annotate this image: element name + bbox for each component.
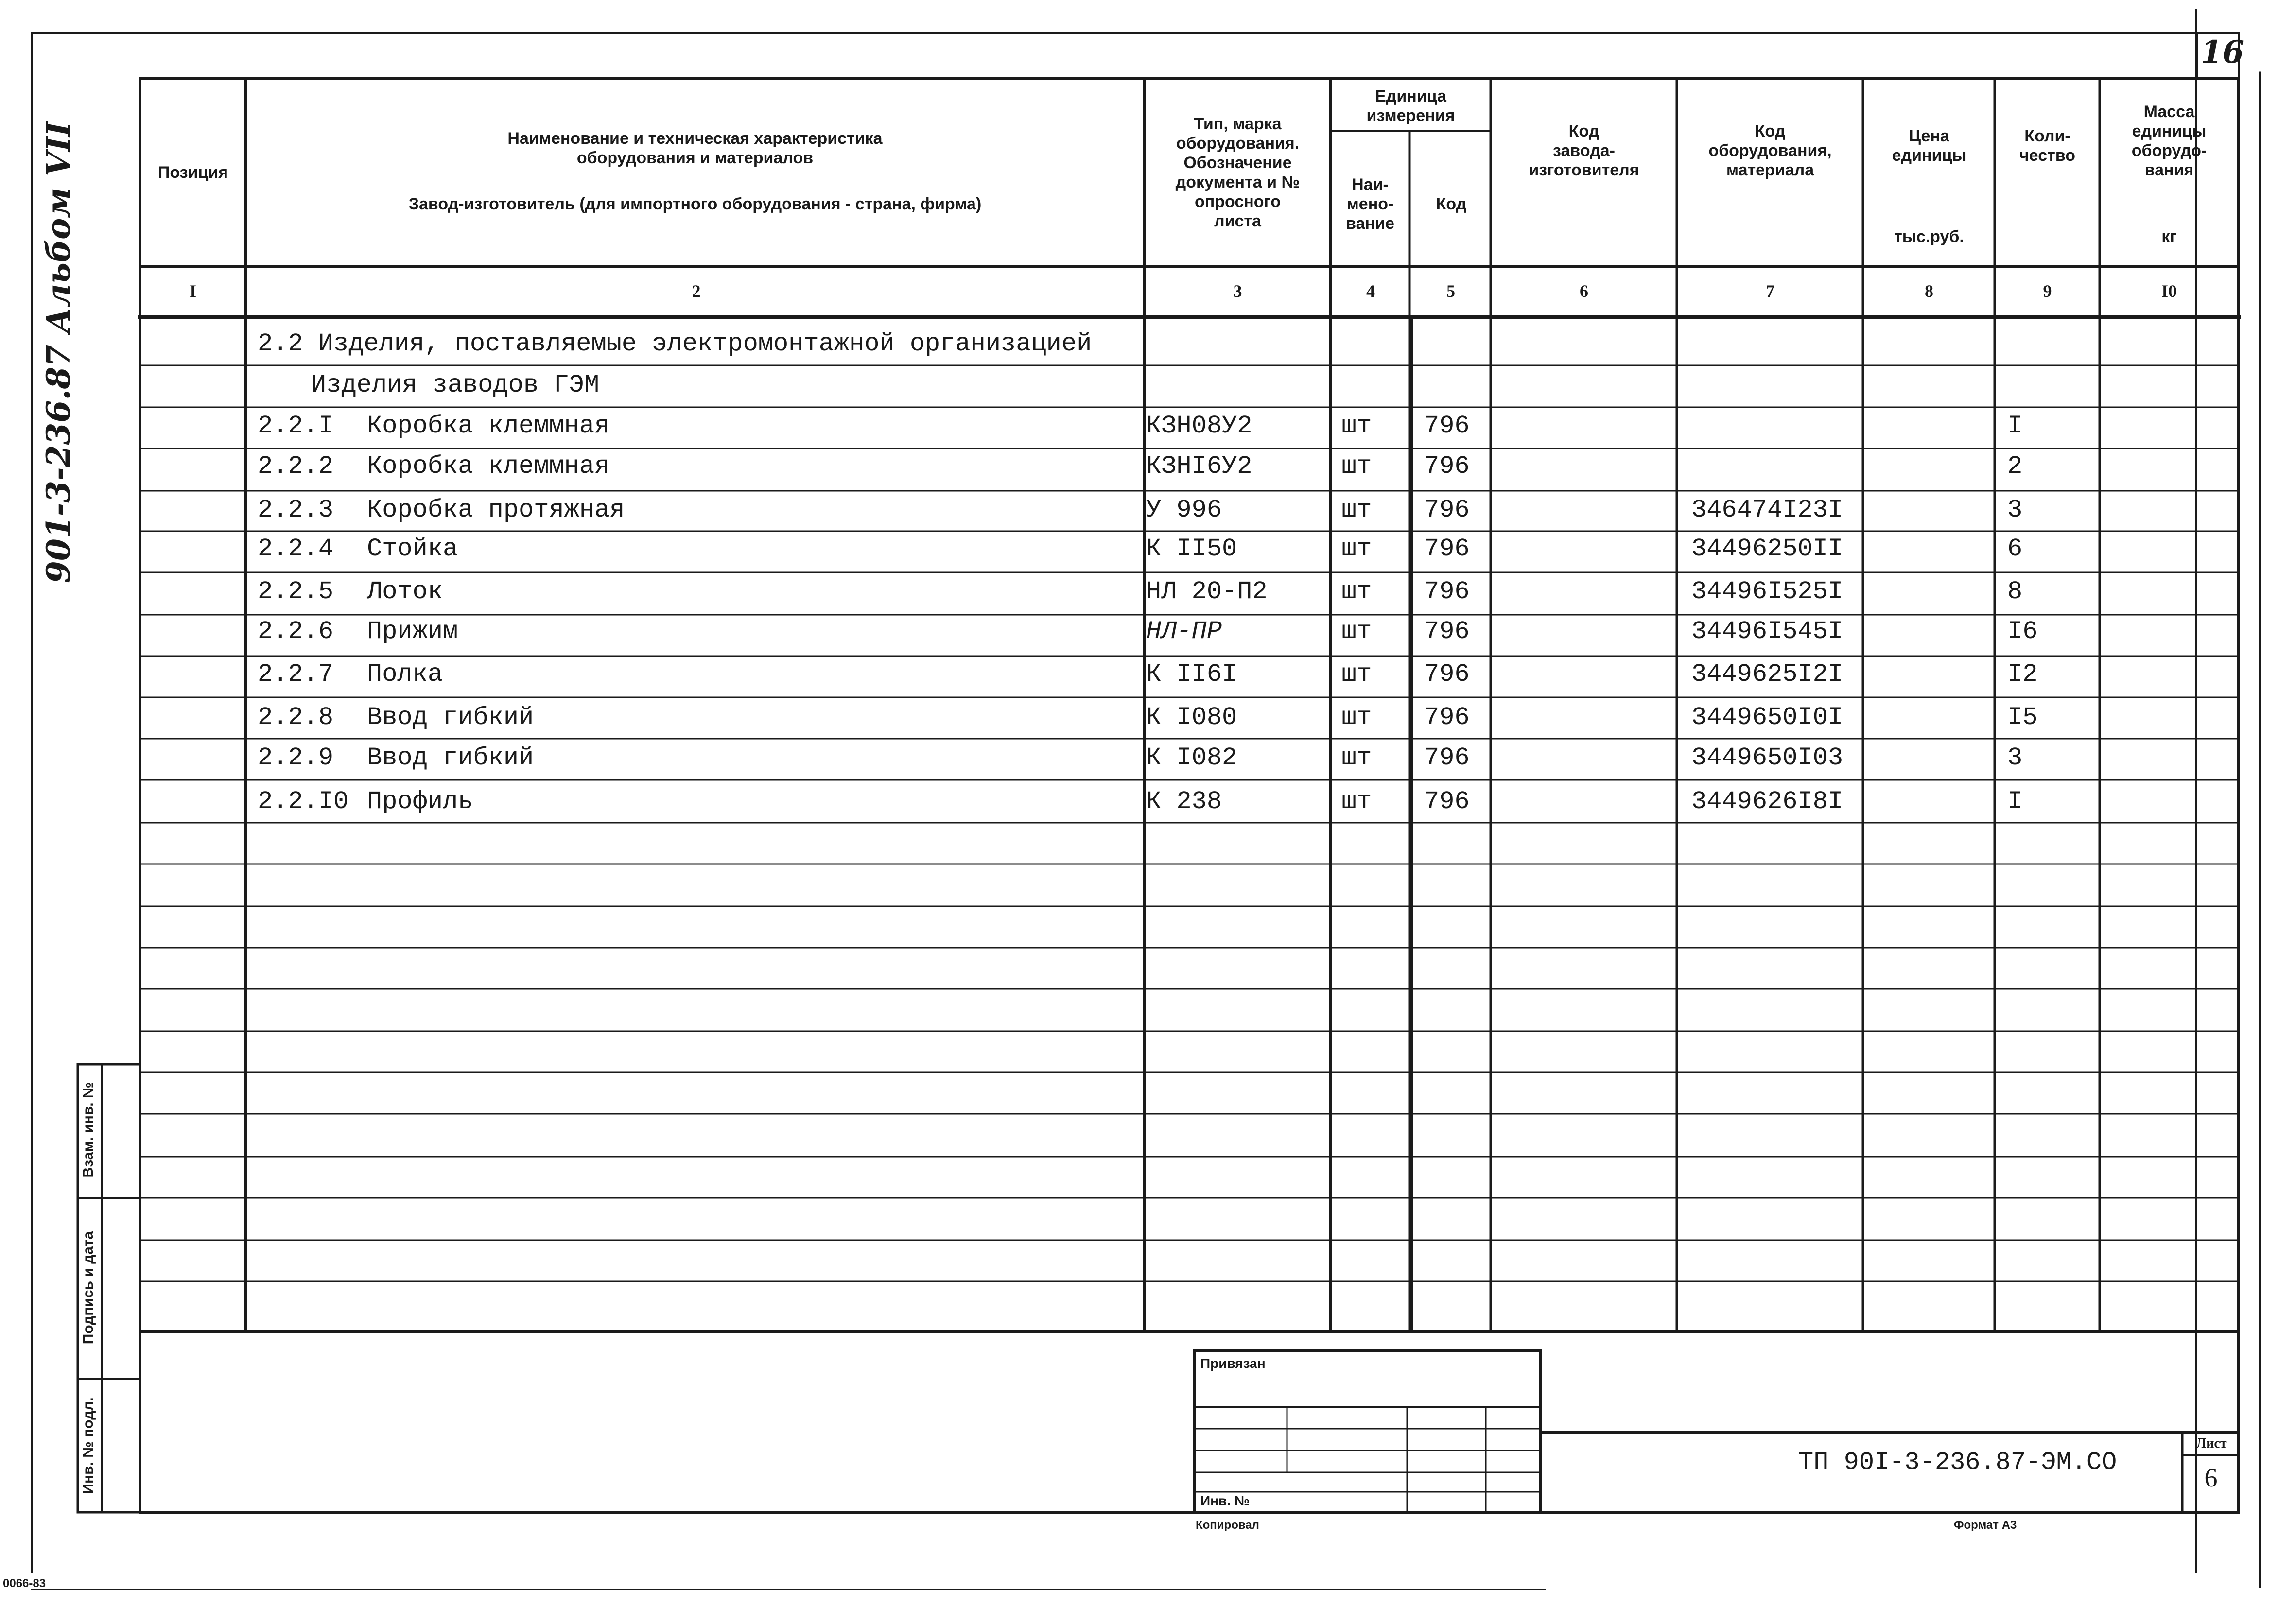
row-name: Прижим [367,617,458,646]
row-material-code: 34496250II [1691,535,1844,563]
row-unit: шт [1341,577,1372,606]
column-number: I0 [2161,281,2177,301]
inventory-number-label: Инв. № [1200,1493,1250,1508]
header-unit-price: Цена единицы [1892,127,1966,165]
row-quantity: I2 [2007,660,2038,689]
row-name: Ввод гибкий [367,743,534,772]
row-position: 2.2.4 [258,535,334,563]
header-unit-code: Код [1436,195,1467,213]
row-quantity: 8 [2007,577,2023,606]
row-material-code: 3449650I0I [1691,703,1844,732]
row-position: 2.2.3 [258,496,334,524]
stamp-signature-date: Подпись и дата [80,1231,96,1345]
row-type: К II50 [1146,535,1237,563]
row-quantity: 6 [2007,535,2023,563]
row-material-code: 3449626I8I [1691,787,1844,816]
header-type: Тип, марка оборудования. Обозначение документа и № опросного листа [1175,115,1300,230]
row-unit: шт [1341,660,1372,689]
row-position: 2.2.5 [258,577,334,606]
header-manufacturer: Завод-изготовитель (для импортного оборудования - страна, фирма) [408,195,982,213]
copied-by-label: Копировал [1196,1519,1259,1532]
row-position: 2.2.2 [258,452,334,481]
format-label: Формат А3 [1954,1519,2017,1532]
row-material-code: 3449650I03 [1691,743,1844,772]
row-type: У 996 [1146,496,1222,524]
row-type: К I080 [1146,703,1237,732]
row-unit-code: 796 [1424,412,1470,440]
column-number: 9 [2043,281,2052,301]
header-mass-unit: кг [2161,227,2177,246]
header-unit-name: Наи- мено- вание [1346,175,1394,233]
column-number: 3 [1233,281,1242,301]
row-position: 2.2.9 [258,743,334,772]
row-type: К 238 [1146,787,1222,816]
row-type: К I082 [1146,743,1237,772]
row-quantity: I6 [2007,617,2038,646]
column-number: 5 [1446,281,1455,301]
row-unit: шт [1341,412,1372,440]
row-type: КЗН08У2 [1146,412,1252,440]
row-material-code: 34496I545I [1691,617,1844,646]
row-quantity: 2 [2007,452,2023,481]
row-quantity: I5 [2007,703,2038,732]
row-position: 2.2.I0 [258,787,349,816]
column-number: 4 [1366,281,1375,301]
row-name: Профиль [367,787,473,816]
header-manufacturer-code: Код завода- изготовителя [1529,122,1639,179]
column-number: 2 [692,281,701,301]
row-position: 2.2.I [258,412,334,440]
row-position: 2.2.6 [258,617,334,646]
sheet-label: Лист [2196,1436,2227,1451]
stamp-original-inventory: Инв. № подл. [80,1397,96,1494]
row-unit-code: 796 [1424,535,1470,563]
column-number: 8 [1925,281,1933,301]
column-number: 7 [1766,281,1774,301]
row-material-code: 346474I23I [1691,496,1844,524]
row-unit: шт [1341,617,1372,646]
section-title: 2.2 Изделия, поставляемые электромонтажной организацией [258,329,1092,358]
row-unit: шт [1341,787,1372,816]
subsection-title: Изделия заводов ГЭМ [311,371,599,399]
row-name: Стойка [367,535,458,563]
sheet-number: 6 [2204,1463,2218,1492]
album-label: 901-3-236.87 Альбом VII [39,121,77,583]
row-name: Коробка клеммная [367,412,610,440]
row-unit: шт [1341,743,1372,772]
privyazan-label: Привязан [1200,1356,1266,1371]
sheet-corner-number: 16 [2201,34,2244,70]
header-unit-mass: Масса единицы оборудо- вания [2131,103,2207,179]
row-name: Лоток [367,577,443,606]
column-number: I [189,281,196,301]
row-unit: шт [1341,535,1372,563]
column-number: 6 [1580,281,1588,301]
row-unit-code: 796 [1424,452,1470,481]
header-material-code: Код оборудования, материала [1708,122,1832,179]
row-quantity: 3 [2007,743,2023,772]
row-unit-code: 796 [1424,496,1470,524]
row-name: Коробка клеммная [367,452,610,481]
row-type: КЗНI6У2 [1146,452,1252,481]
row-type: НЛ 20-П2 [1146,577,1268,606]
row-quantity: I [2007,787,2023,816]
document-code: ТП 90I-3-236.87-ЭМ.СО [1798,1448,2117,1477]
row-unit-code: 796 [1424,743,1470,772]
row-name: Полка [367,660,443,689]
header-unit-group: Единица измерения [1366,87,1455,125]
row-position: 2.2.8 [258,703,334,732]
row-unit: шт [1341,452,1372,481]
row-unit: шт [1341,703,1372,732]
row-unit-code: 796 [1424,660,1470,689]
header-price-unit: тыс.руб. [1894,227,1964,246]
row-type: К II6I [1146,660,1237,689]
row-unit-code: 796 [1424,703,1470,732]
stamp-replacement-inventory: Взам. инв. № [80,1082,96,1178]
row-name: Ввод гибкий [367,703,534,732]
row-unit-code: 796 [1424,577,1470,606]
header-name: Наименование и техническая характеристика оборудования и материалов [507,129,883,167]
row-quantity: 3 [2007,496,2023,524]
header-quantity: Коли- чество [2019,127,2075,165]
row-material-code: 3449625I2I [1691,660,1844,689]
row-unit: шт [1341,496,1372,524]
row-type: НЛ-ПР [1146,617,1222,646]
form-code: 0066-83 [3,1577,46,1590]
row-name: Коробка протяжная [367,496,625,524]
header-position: Позиция [157,163,228,182]
row-unit-code: 796 [1424,617,1470,646]
row-position: 2.2.7 [258,660,334,689]
row-quantity: I [2007,412,2023,440]
row-material-code: 34496I525I [1691,577,1844,606]
row-unit-code: 796 [1424,787,1470,816]
